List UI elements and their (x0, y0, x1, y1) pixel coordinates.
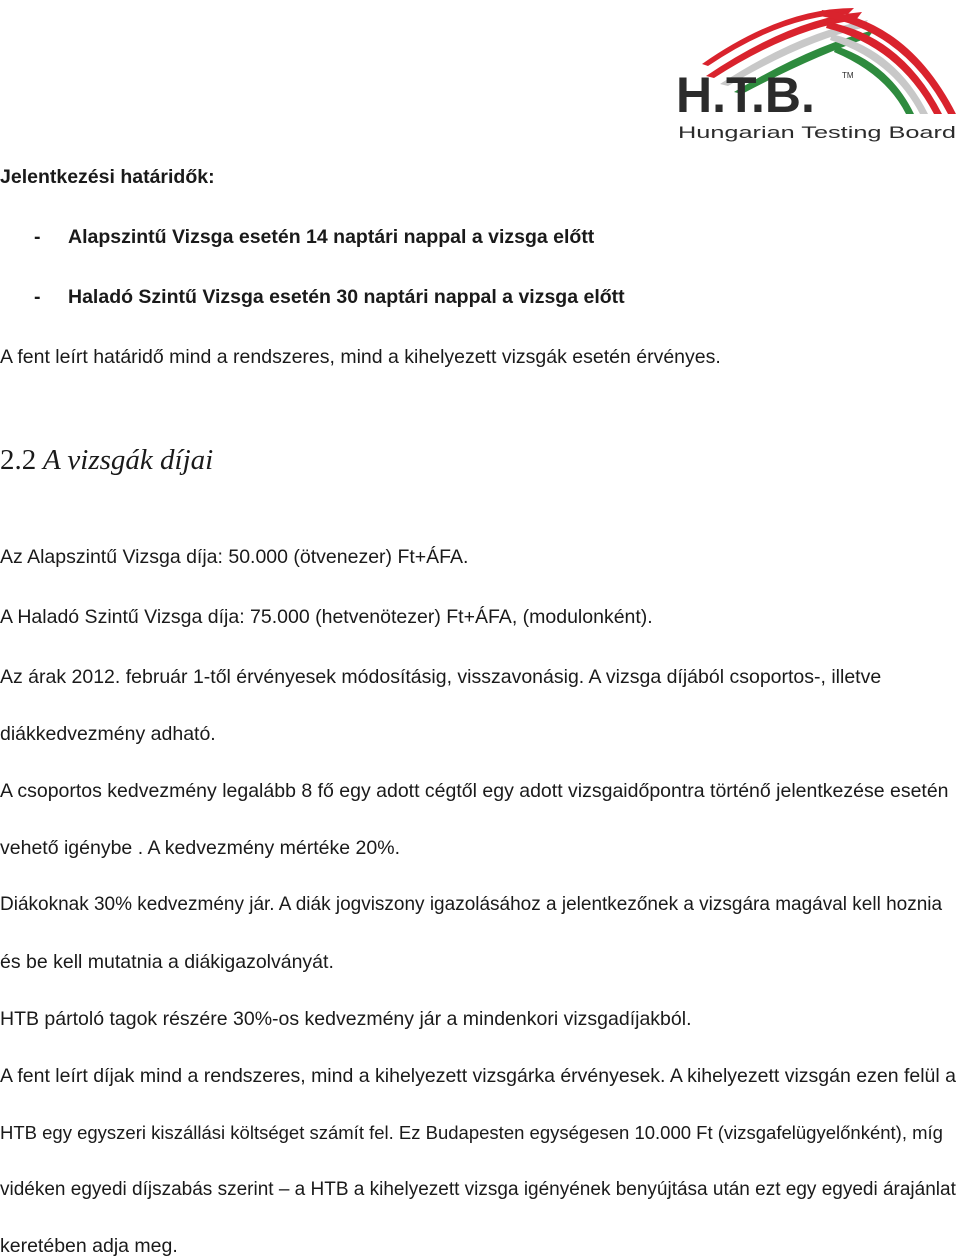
fee-paragraph: HTB pártoló tagok részére 30%-os kedvezmény jár a mindenkori vizsgadíjakból. (0, 1008, 692, 1030)
htb-logo (672, 2, 958, 144)
section-heading (0, 442, 213, 478)
fee-paragraph: A fent leírt díjak mind a rendszeres, mind a kihelyezett vizsgárka érvényesek. A kihelyezett vizsgán ezen felül a (0, 1065, 956, 1087)
fee-paragraph: Diákoknak 30% kedvezmény jár. A diák jogviszony igazolásához a jelentkezőnek a vizsgára magával kell hoznia (0, 894, 943, 915)
logo-text: H.T.B. (676, 67, 815, 123)
fee-paragraph: HTB egy egyszeri kiszállási költséget számít fel. Ez Budapesten egységesen 10.000 Ft (vizsgafelügyelőnként), míg (0, 1122, 943, 1143)
fee-paragraph: keretében adja meg. (0, 1235, 178, 1257)
fee-paragraph: és be kell mutatnia a diákigazolványát. (0, 951, 334, 973)
section-number: 2.2 (0, 444, 37, 476)
fee-paragraph: vidéken egyedi díjszabás szerint – a HTB a kihelyezett vizsga igényének benyújtása után ezt egy egyedi árajánlat (0, 1179, 956, 1200)
fee-paragraph: A Haladó Szintű Vizsga díja: 75.000 (hetvenötezer) Ft+ÁFA, (modulonként). (0, 606, 653, 628)
logo-subtitle: Hungarian Testing Board (678, 123, 956, 142)
deadline-item-text: Alapszintű Vizsga esetén 14 naptári nappal a vizsga előtt (68, 226, 595, 248)
fee-paragraph: vehető igénybe . A kedvezmény mértéke 20%. (0, 837, 400, 859)
deadlines-title: Jelentkezési határidők: (0, 166, 215, 188)
section-title: A vizsgák díjai (42, 444, 214, 476)
bullet-marker: - (34, 286, 41, 308)
fee-paragraph: diákkedvezmény adható. (0, 723, 216, 745)
deadline-item-text: Haladó Szintű Vizsga esetén 30 naptári nappal a vizsga előtt (68, 286, 625, 308)
deadlines-note: A fent leírt határidő mind a rendszeres, mind a kihelyezett vizsgák esetén érvényes. (0, 346, 721, 368)
fee-paragraph: Az Alapszintű Vizsga díja: 50.000 (ötvenezer) Ft+ÁFA. (0, 546, 469, 568)
fee-paragraph: A csoportos kedvezmény legalább 8 fő egy adott cégtől egy adott vizsgaidőpontra történő jelentkezése esetén (0, 780, 949, 802)
logo-tm: TM (842, 71, 854, 80)
bullet-marker: - (34, 226, 41, 248)
fee-paragraph: Az árak 2012. február 1-től érvényesek módosításig, visszavonásig. A vizsga díjából csoportos-, illetve (0, 666, 882, 688)
